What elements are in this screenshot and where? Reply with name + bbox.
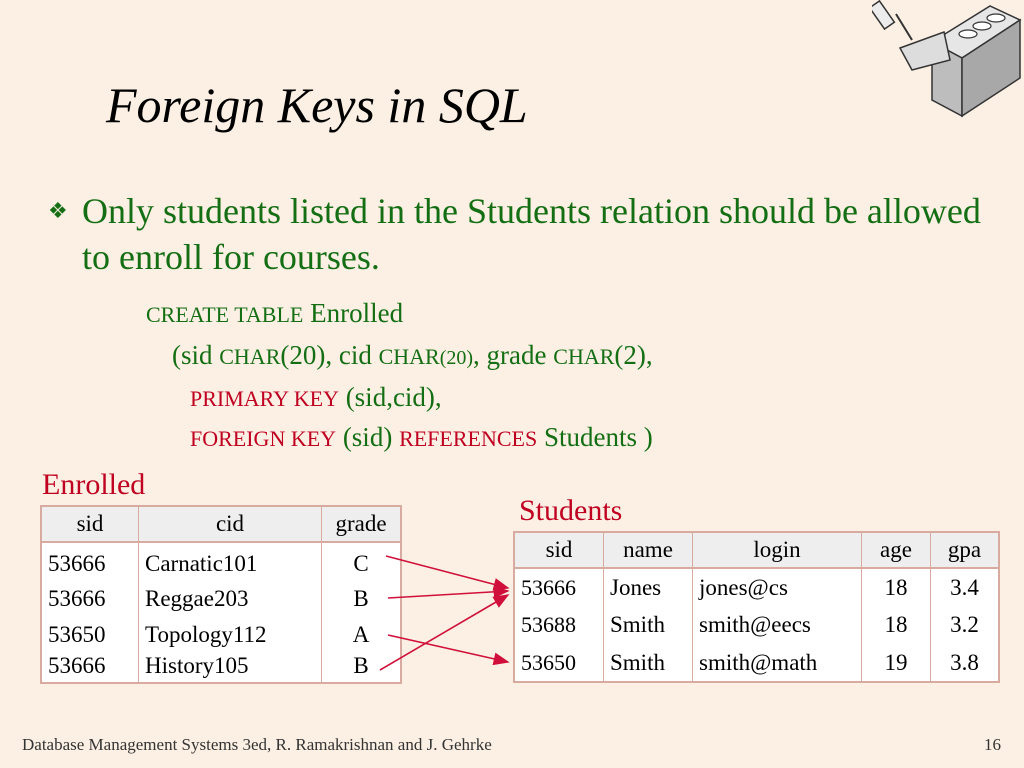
- students-col-sid: sid: [514, 532, 604, 568]
- sql-keyword-foreign-key: FOREIGN KEY: [190, 426, 337, 451]
- page-number: 16: [984, 735, 1001, 754]
- cell-cid: Reggae203: [139, 580, 322, 617]
- cell-gpa: 3.4: [931, 568, 1000, 606]
- arrow-row3-to-53650: [388, 635, 508, 662]
- slide-title: Foreign Keys in SQL: [106, 77, 528, 133]
- cell-grade: B: [322, 580, 402, 617]
- sql-type-char: CHAR: [553, 344, 615, 369]
- cell-cid: Topology112: [139, 617, 322, 653]
- students-col-login: login: [693, 532, 862, 568]
- cell-grade: A: [322, 617, 402, 653]
- sql-primary-key-cols: (sid,cid),: [338, 382, 442, 412]
- cell-sid: 53666: [48, 653, 106, 678]
- sql-keyword-create-table: CREATE TABLE: [146, 302, 304, 327]
- sql-type-char: CHAR: [219, 344, 281, 369]
- sql-keyword-primary-key: PRIMARY KEY: [190, 386, 339, 411]
- cell-login: smith@math: [693, 644, 862, 682]
- cell-sid: 53666: [48, 585, 106, 611]
- cell-sid: 53666: [521, 574, 576, 600]
- sql-col-grade: , grade: [473, 340, 554, 370]
- cell-name: Smith: [604, 644, 693, 682]
- enrolled-table: [40, 505, 402, 684]
- table-row: [41, 580, 401, 617]
- cell-login: smith@eecs: [693, 606, 862, 644]
- table-row: [514, 644, 999, 682]
- sql-foreign-key-col: (sid): [336, 422, 400, 452]
- cell-gpa: 3.2: [931, 606, 1000, 644]
- enrolled-col-cid: cid: [139, 506, 322, 542]
- enrolled-col-sid: sid: [41, 506, 139, 542]
- footer-citation: Database Management Systems 3ed, R. Ramakrishnan and J. Gehrke: [22, 735, 492, 754]
- cell-sid: 53688: [521, 612, 576, 637]
- cell-sid: 53650: [521, 649, 576, 675]
- enrolled-col-grade: grade: [322, 506, 402, 542]
- sql-col-sid: (sid: [172, 340, 220, 370]
- enrolled-header-row: [41, 506, 401, 542]
- diamond-bullet-icon: ❖: [48, 198, 68, 223]
- table-row: [41, 617, 401, 653]
- table-row: [514, 568, 999, 606]
- cell-gpa: 3.8: [931, 644, 1000, 682]
- students-col-age: age: [862, 532, 931, 568]
- sql-line-3: [190, 382, 442, 413]
- sql-line-2: [172, 340, 653, 371]
- cell-age: 18: [862, 606, 931, 644]
- cell-sid: 53650: [48, 622, 106, 647]
- trowel-and-brick-icon: [872, 0, 1024, 120]
- sql-keyword-references: REFERENCES: [399, 426, 538, 451]
- sql-referenced-table: Students ): [537, 422, 653, 452]
- students-table: [513, 531, 1000, 683]
- table-row: [514, 606, 999, 644]
- bullet-text: Only students listed in the Students relation should be allowed to enroll for courses.: [82, 191, 981, 277]
- table-row: [41, 653, 401, 683]
- students-col-name: name: [604, 532, 693, 568]
- cell-name: Jones: [604, 568, 693, 606]
- students-caption: Students: [519, 494, 623, 527]
- students-col-gpa: gpa: [931, 532, 1000, 568]
- cell-age: 18: [862, 568, 931, 606]
- arrow-row1-to-53666: [386, 556, 508, 588]
- sql-line-1: [146, 298, 403, 329]
- sql-table-name: Enrolled: [303, 298, 404, 328]
- sql-col-cid: (20), cid: [280, 340, 379, 370]
- cell-name: Smith: [604, 606, 693, 644]
- table-row: [41, 542, 401, 580]
- enrolled-caption: Enrolled: [42, 468, 146, 501]
- sql-type-char: CHAR: [378, 344, 440, 369]
- students-header-row: [514, 532, 999, 568]
- cell-age: 19: [862, 644, 931, 682]
- cell-grade: B: [322, 653, 402, 683]
- cell-cid: History105: [139, 653, 322, 683]
- arrow-row2-to-53666: [388, 591, 508, 598]
- cell-cid: Carnatic101: [139, 542, 322, 580]
- cell-login: jones@cs: [693, 568, 862, 606]
- cell-sid: 53666: [48, 550, 106, 576]
- sql-type-size: (2),: [614, 340, 653, 370]
- cell-grade: C: [322, 542, 402, 580]
- sql-line-4: [190, 422, 653, 453]
- sql-type-size: (20): [439, 347, 474, 369]
